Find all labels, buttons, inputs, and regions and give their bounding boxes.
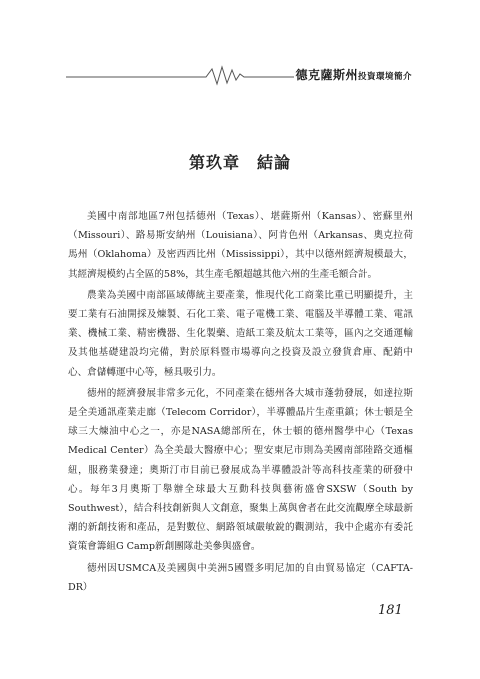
header-title-sub: 投資環境簡介 bbox=[357, 72, 412, 82]
paragraph: 德州的經濟發展非常多元化，不同產業在德州各大城市蓬勃發展，如達拉斯是全美通訊產業走廊（Telecom Corridor），半導體晶片生產重鎮；休士頓是全球三大煉油中心之一，亦是NASA總部所在，休士頓的德州醫學中心（Texas Medical Center）為全美最大醫療中心；聖安東尼市則為美國南部陸路交通樞紐，服務業發達；奧斯汀市目前已發展成為半導體設計等高科技產業的研發中心。每年3月奧斯丁舉辦全球最大互動科技與藝術盛會SXSW（South by Southwest），結合科技創新與人文創意，聚集上萬與會者在此交流觀摩全球最新潮的新創技術和產品，是對數位、網路領域嚴敏銳的觀測站，我中企處亦有委託資策會籌組G Camp新創團隊赴美參與盛會。 bbox=[68, 387, 413, 553]
page-number: 181 bbox=[378, 603, 403, 618]
body-text bbox=[68, 207, 413, 599]
chapter-title: 第玖章 結論 bbox=[188, 153, 291, 172]
paragraph: 德州因USMCA及美國與中美洲5國暨多明尼加的自由貿易協定（CAFTA-DR） bbox=[68, 562, 413, 593]
paragraph: 農業為美國中南部區域傳統主要產業，惟現代化工商業比重已明顯提升，主要工業有石油開採及煉製、石化工業、電子電機工業、電腦及半導體工業、電訊業、機械工業、精密機器、生化製藥、造紙工業及航太工業等，區內之交通運輸及其他基礎建設均完備，對於原料暨市場導向之投資及設立發貨倉庫、配銷中心、倉儲轉運中心等，極具吸引力。 bbox=[68, 289, 413, 378]
paragraph: 美國中南部地區7州包括德州（Texas）、堪薩斯州（Kansas）、密蘇里州（Missouri）、路易斯安納州（Louisiana）、阿肯色州（Arkansas、奧克拉荷馬州（Oklahoma）及密西西比州（Mississippi），其中以德州經濟規模最大，其經濟規模約占全區的58%，其生產毛額超越其他六州的生產毛額合計。 bbox=[68, 211, 413, 280]
header-title bbox=[295, 66, 412, 83]
header-title-main: 德克薩斯州 bbox=[295, 68, 358, 82]
page-header bbox=[66, 64, 412, 86]
